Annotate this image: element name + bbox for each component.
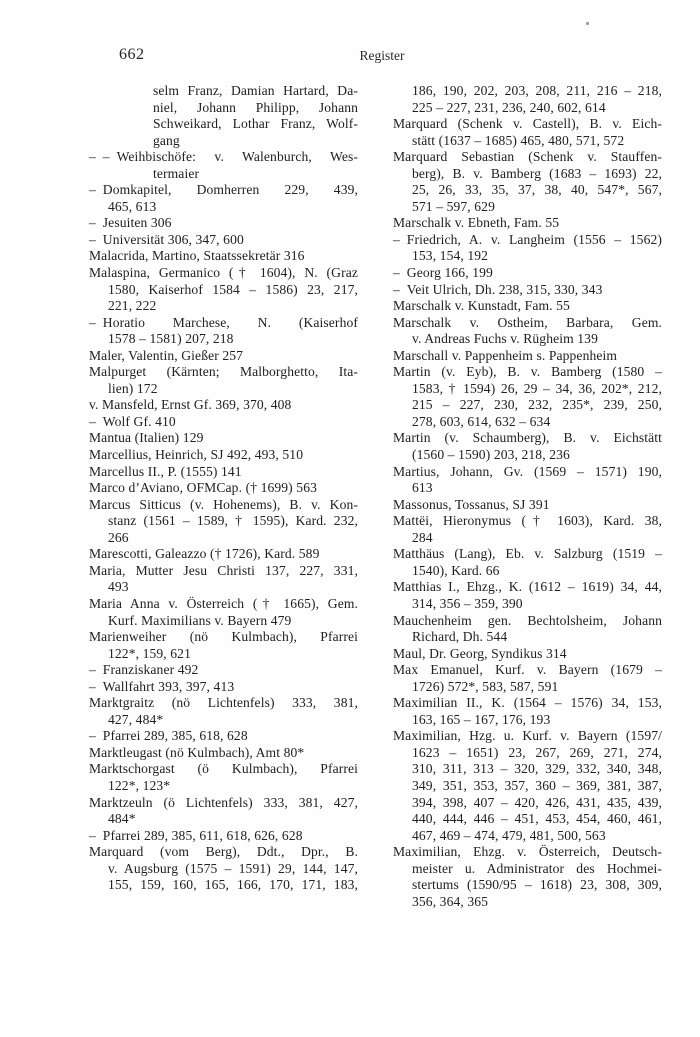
index-line: v. Mansfeld, Ernst Gf. 369, 370, 408	[89, 397, 292, 413]
index-line: 284	[412, 529, 433, 545]
index-line: Massonus, Tossanus, SJ 391	[393, 496, 550, 512]
index-line: niel, Johann Philipp, Johann	[153, 99, 358, 115]
index-line: 122*, 123*	[108, 777, 171, 793]
index-line: Malaspina, Germanico († 1604), N. (Graz	[89, 265, 358, 281]
index-line: 1540), Kard. 66	[412, 562, 500, 578]
index-line: – Domkapitel, Domherren 229, 439,	[89, 182, 358, 198]
index-line: Mantua (Italien) 129	[89, 430, 204, 446]
page-header	[0, 46, 700, 66]
index-line: Marquard Sebastian (Schenk v. Stauffen-	[393, 149, 662, 165]
index-line: – Wolf Gf. 410	[89, 413, 176, 429]
index-line: stertums (1590/95 – 1618) 23, 308, 309,	[412, 877, 662, 893]
index-line: 186, 190, 202, 203, 208, 211, 216 – 218,	[412, 83, 662, 98]
index-line: Marquard (Schenk v. Castell), B. v. Eich-	[393, 116, 662, 132]
index-line: – Jesuiten 306	[89, 215, 172, 231]
index-line: Marschalk v. Ebneth, Fam. 55	[393, 215, 560, 231]
index-line: Max Emanuel, Kurf. v. Bayern (1679 –	[393, 662, 662, 678]
index-line: Marcellus II., P. (1555) 141	[89, 463, 242, 479]
index-line: 1623 – 1651) 23, 267, 269, 271, 274,	[412, 744, 662, 760]
index-line: stanz (1561 – 1589, † 1595), Kard. 232,	[108, 513, 358, 529]
index-line: v. Andreas Fuchs v. Rügheim 139	[412, 331, 598, 347]
index-line: Schweikard, Lothar Franz, Wolf-	[153, 116, 358, 132]
index-line: 493	[108, 579, 129, 595]
index-line: Marktzeuln (ö Lichtenfels) 333, 381, 427,	[89, 794, 358, 810]
index-line: 484*	[108, 811, 136, 827]
index-line: 1578 – 1581) 207, 218	[108, 331, 234, 347]
index-line: 221, 222	[108, 298, 157, 314]
index-line: Richard, Dh. 544	[412, 629, 508, 645]
index-line: – Horatio Marchese, N. (Kaiserhof	[89, 314, 358, 330]
index-line: 356, 364, 365	[412, 893, 489, 909]
index-line: v. Augsburg (1575 – 1591) 29, 144, 147,	[108, 860, 358, 876]
index-column-left	[89, 83, 358, 894]
index-line: 394, 398, 407 – 420, 426, 431, 435, 439,	[412, 794, 662, 810]
index-line: Malacrida, Martino, Staatssekretär 316	[89, 248, 305, 264]
index-line: 427, 484*	[108, 711, 164, 727]
index-line: 225 – 227, 231, 236, 240, 602, 614	[412, 99, 606, 115]
index-line: – Pfarrei 289, 385, 611, 618, 626, 628	[89, 827, 303, 843]
index-line: lien) 172	[108, 380, 158, 396]
index-line: 155, 159, 160, 165, 166, 170, 171, 183,	[108, 877, 358, 893]
index-line: selm Franz, Damian Hartard, Da-	[153, 83, 358, 98]
index-line: termaier	[153, 165, 200, 181]
index-line: – Universität 306, 347, 600	[89, 231, 244, 247]
index-line: Matthias I., Ehzg., K. (1612 – 1619) 34, 44,	[393, 579, 662, 595]
index-line: Mattëi, Hieronymus († 1603), Kard. 38,	[393, 513, 662, 529]
index-line: 153, 154, 192	[412, 248, 489, 264]
index-line: Marktschorgast (ö Kulmbach), Pfarrei	[89, 761, 358, 777]
index-line: Maximilian, Ehzg. v. Österreich, Deutsch-	[393, 844, 662, 860]
index-line: Maria, Mutter Jesu Christi 137, 227, 331,	[89, 562, 358, 578]
index-line: (1560 – 1590) 203, 218, 236	[412, 447, 570, 463]
index-line: 163, 165 – 167, 176, 193	[412, 711, 551, 727]
index-line: Malpurget (Kärnten; Malborghetto, Ita-	[89, 364, 358, 380]
index-line: Marco d’Aviano, OFMCap. († 1699) 563	[89, 480, 317, 496]
index-line: Marschalk v. Kunstadt, Fam. 55	[393, 298, 570, 314]
index-line: Martin (v. Eyb), B. v. Bamberg (1580 –	[393, 364, 662, 380]
index-line: Maximilian II., K. (1564 – 1576) 34, 153,	[393, 695, 662, 711]
index-line: berg), B. v. Bamberg (1683 – 1693) 22,	[412, 165, 662, 181]
index-line: 122*, 159, 621	[108, 645, 191, 661]
index-line: Marktgraitz (nö Lichtenfels) 333, 381,	[89, 695, 358, 711]
index-line: – Franziskaner 492	[89, 662, 199, 678]
index-line: Mauchenheim gen. Bechtolsheim, Johann	[393, 612, 662, 628]
index-line: 266	[108, 529, 129, 545]
scan-artifact-speck	[586, 22, 589, 25]
index-line: stätt (1637 – 1685) 465, 480, 571, 572	[412, 132, 625, 148]
index-line: Marcellius, Heinrich, SJ 492, 493, 510	[89, 447, 304, 463]
index-line: Marescotti, Galeazzo († 1726), Kard. 589	[89, 546, 320, 562]
index-line: 349, 351, 353, 357, 360 – 369, 381, 387,	[412, 777, 662, 793]
index-line: Marienweiher (nö Kulmbach), Pfarrei	[89, 629, 358, 645]
index-line: Marktleugast (nö Kulmbach), Amt 80*	[89, 744, 305, 760]
index-line: 467, 469 – 474, 479, 481, 500, 563	[412, 827, 606, 843]
index-line: – Pfarrei 289, 385, 618, 628	[89, 728, 248, 744]
index-line: 310, 311, 313 – 320, 329, 332, 340, 348,	[412, 761, 662, 777]
index-line: – – Weihbischöfe: v. Walenburch, Wes-	[89, 149, 358, 165]
index-line: Maul, Dr. Georg, Syndikus 314	[393, 645, 567, 661]
index-line: Maximilian, Hzg. u. Kurf. v. Bayern (1597/	[393, 728, 662, 744]
index-line: 1580, Kaiserhof 1584 – 1586) 23, 217,	[108, 281, 358, 297]
index-line: Martin (v. Schaumberg), B. v. Eichstätt	[393, 430, 662, 446]
page-number: 662	[119, 46, 145, 63]
index-column-right	[393, 83, 662, 910]
index-line: 215 – 227, 230, 232, 235*, 239, 250,	[412, 397, 662, 413]
index-line: Marquard (vom Berg), Ddt., Dpr., B.	[89, 844, 358, 860]
index-line: 571 – 597, 629	[412, 198, 495, 214]
index-line: meister u. Administrator des Hochmei-	[412, 860, 662, 876]
index-line: – Georg 166, 199	[393, 265, 493, 281]
running-title: Register	[359, 48, 405, 63]
index-line: Marschall v. Pappenheim s. Pappenheim	[393, 347, 618, 363]
index-line: Matthäus (Lang), Eb. v. Salzburg (1519 –	[393, 546, 662, 562]
index-line: – Friedrich, A. v. Langheim (1556 – 1562)	[393, 231, 662, 247]
index-line: Kurf. Maximilians v. Bayern 479	[108, 612, 292, 628]
index-line: 613	[412, 480, 433, 496]
index-line: 440, 444, 446 – 451, 453, 454, 460, 461,	[412, 811, 662, 827]
index-line: 1583, † 1594) 26, 29 – 34, 36, 202*, 212,	[412, 380, 662, 396]
index-line: Maria Anna v. Österreich († 1665), Gem.	[89, 595, 358, 611]
index-line: Marcus Sitticus (v. Hohenems), B. v. Kon-	[89, 496, 358, 512]
index-line: Maler, Valentin, Gießer 257	[89, 347, 244, 363]
index-line: – Wallfahrt 393, 397, 413	[89, 678, 235, 694]
index-line: 25, 26, 33, 35, 37, 38, 40, 547*, 567,	[412, 182, 662, 198]
index-line: 278, 603, 614, 632 – 634	[412, 413, 551, 429]
index-line: 465, 613	[108, 198, 157, 214]
index-line: 314, 356 – 359, 390	[412, 595, 523, 611]
index-line: gang	[153, 132, 180, 148]
index-line: – Veit Ulrich, Dh. 238, 315, 330, 343	[393, 281, 603, 297]
index-line: Marschalk v. Ostheim, Barbara, Gem.	[393, 314, 662, 330]
index-line: 1726) 572*, 583, 587, 591	[412, 678, 559, 694]
index-line: Martius, Johann, Gv. (1569 – 1571) 190,	[393, 463, 662, 479]
